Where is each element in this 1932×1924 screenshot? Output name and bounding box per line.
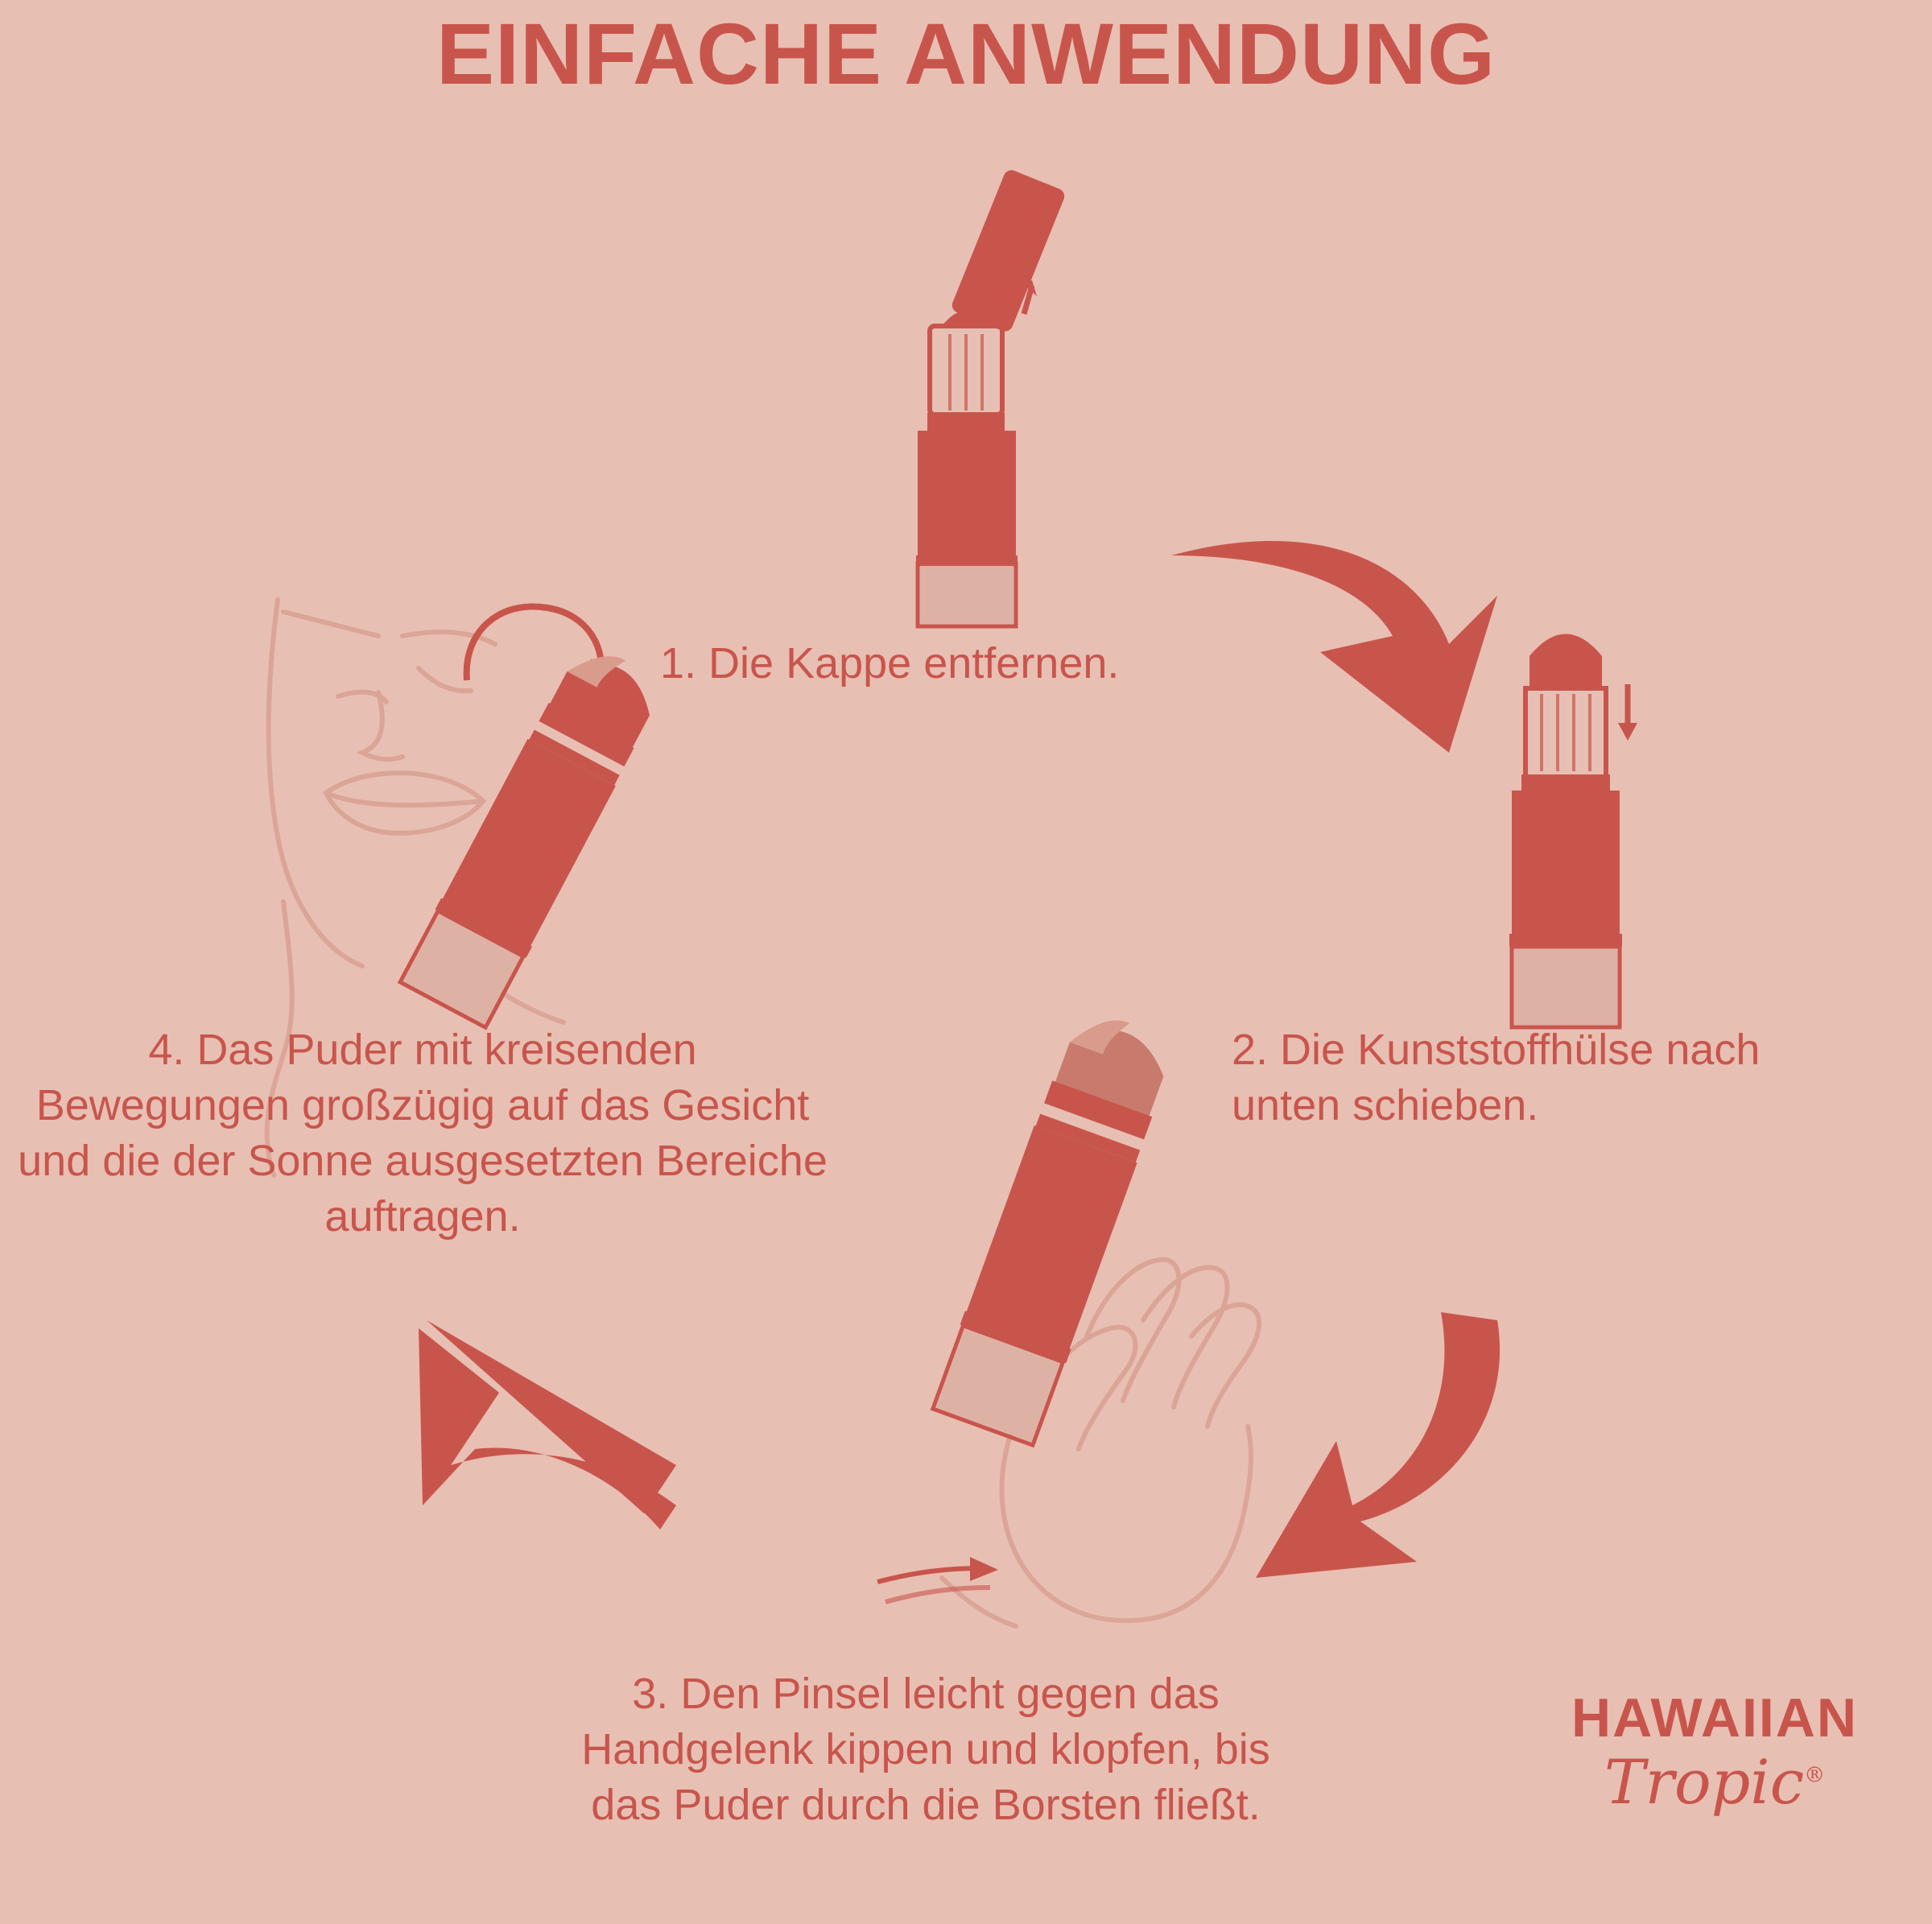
logo-line-tropic — [1546, 1746, 1884, 1818]
step-1-caption: 1. Die Kappe entfernen. — [660, 639, 1120, 687]
arrow-3-to-4 — [419, 1320, 676, 1530]
step-3-caption: 3. Den Pinsel leicht gegen das Handgelenk kippen und klopfen, bis das Puder durch die Borsten fließt. — [581, 1670, 1270, 1830]
brand-logo — [1546, 1687, 1884, 1892]
step-2-caption: 2. Die Kunststoffhülse nach unten schieben. — [1232, 1026, 1761, 1130]
step-4-caption: 4. Das Puder mit kreisenden Bewegungen großzügig auf das Gesicht und die der Sonne ausgesetzten Bereiche auftragen. — [18, 1026, 828, 1241]
step-3-illustration — [877, 1004, 1259, 1626]
arrow-2-to-3 — [1256, 1312, 1500, 1578]
step-1-illustration — [916, 167, 1067, 628]
logo-tropic-text: Tropic — [1604, 1746, 1805, 1818]
page-title: EINFACHE ANWENDUNG — [436, 5, 1496, 102]
logo-line-hawaiian: HAWAIIAN — [1571, 1687, 1858, 1749]
step-2-illustration — [1509, 634, 1637, 1028]
registered-mark: ® — [1804, 1763, 1826, 1788]
